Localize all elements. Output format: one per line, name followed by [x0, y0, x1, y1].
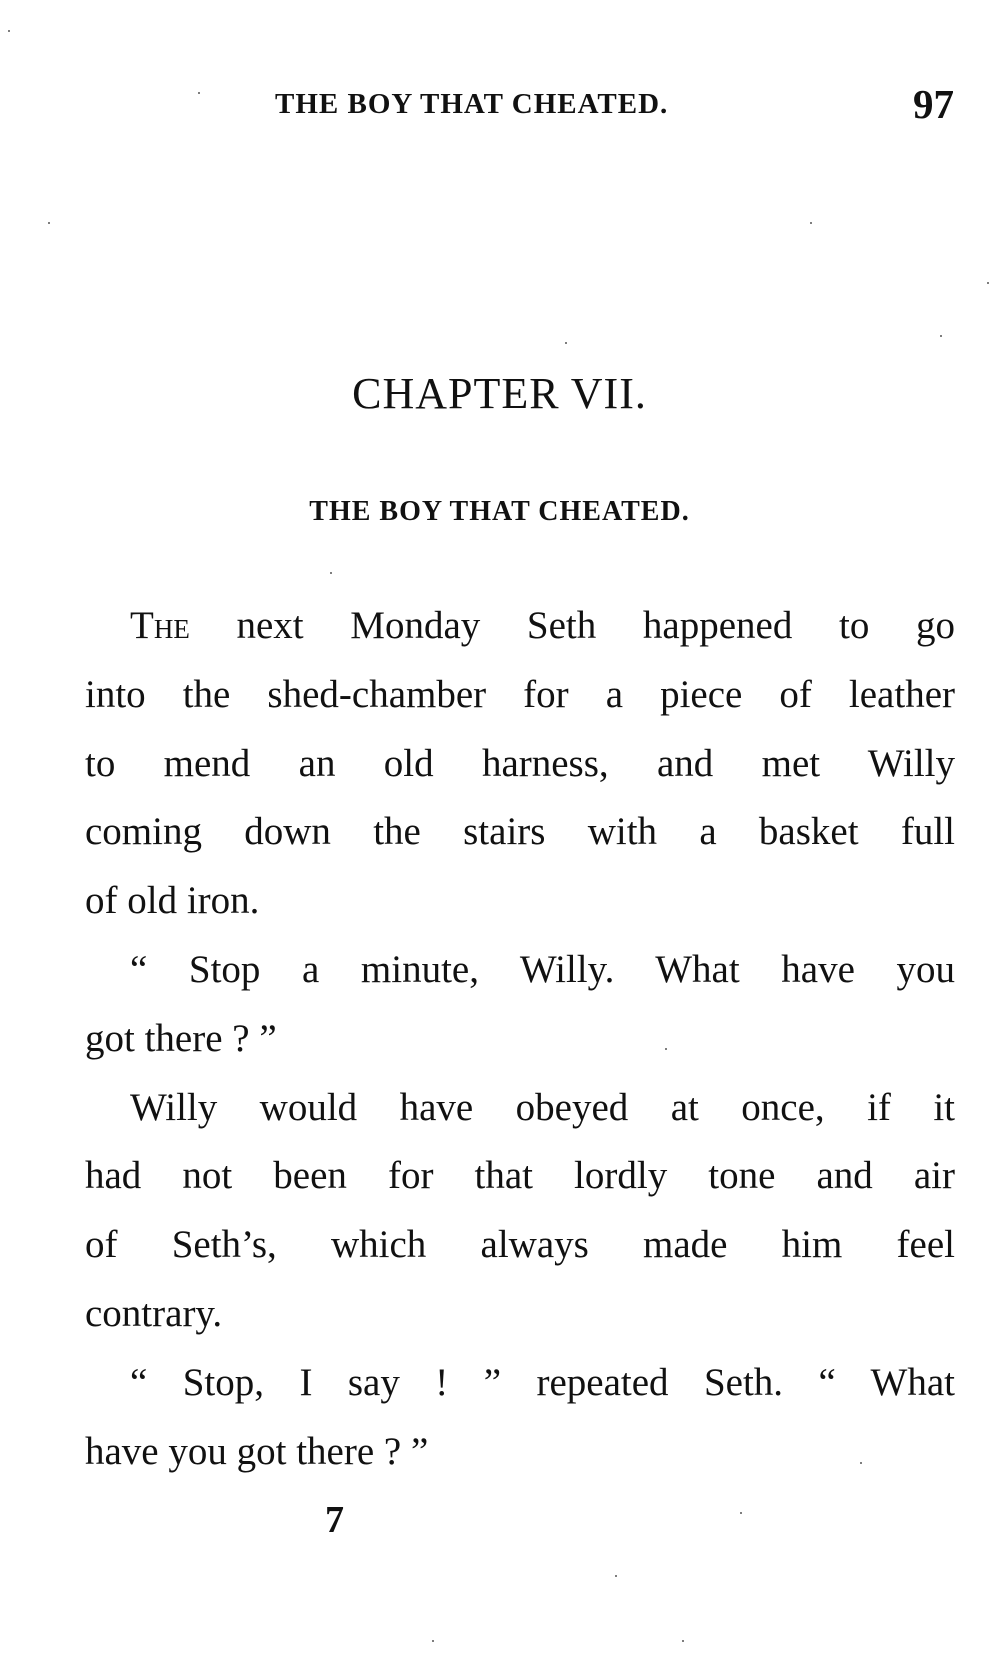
paragraph-line: contrary. [85, 1291, 223, 1335]
paper-speck [665, 1048, 667, 1050]
page-number: 97 [913, 81, 954, 127]
paragraph-line: Willy would have obeyed at once, if it [130, 1085, 955, 1129]
paper-speck [565, 342, 567, 344]
paper-speck [810, 222, 812, 224]
paper-speck [48, 222, 50, 224]
line-text: next Monday Seth happened to go [189, 604, 955, 647]
paragraph-line: “ Stop a minute, Willy. What have you [130, 947, 955, 991]
signature-mark: 7 [325, 1499, 344, 1541]
paragraph-line [85, 592, 955, 661]
paragraph-line: have you got there ? ” [85, 1429, 429, 1473]
paper-speck [740, 1512, 742, 1514]
chapter-title: CHAPTER VII. [352, 369, 647, 418]
paragraph-line: into the shed-chamber for a piece of leather [85, 672, 955, 716]
paper-speck [8, 30, 10, 32]
chapter-subtitle: THE BOY THAT CHEATED. [309, 496, 690, 527]
paper-speck [198, 92, 200, 94]
paper-speck [330, 572, 332, 574]
paragraph-line: got there ? ” [85, 1016, 277, 1060]
running-head: THE BOY THAT CHEATED. [275, 88, 669, 120]
paper-speck [615, 1575, 617, 1577]
paper-speck [987, 282, 989, 284]
paper-speck [682, 1640, 684, 1642]
paragraph-line: of Seth’s, which always made him feel [85, 1223, 955, 1267]
paragraph-line: of old iron. [85, 879, 260, 923]
paragraph-line: coming down the stairs with a basket full [85, 810, 955, 854]
paper-speck [940, 335, 942, 337]
paper-speck [860, 1462, 862, 1464]
paragraph-line: to mend an old harness, and met Willy [85, 741, 955, 785]
small-caps-opening: The [130, 604, 190, 647]
paragraph-line: had not been for that lordly tone and air [85, 1154, 955, 1198]
paragraph-line: “ Stop, I say ! ” repeated Seth. “ What [130, 1360, 955, 1404]
body-text [85, 592, 955, 1486]
paper-speck [432, 1640, 434, 1642]
